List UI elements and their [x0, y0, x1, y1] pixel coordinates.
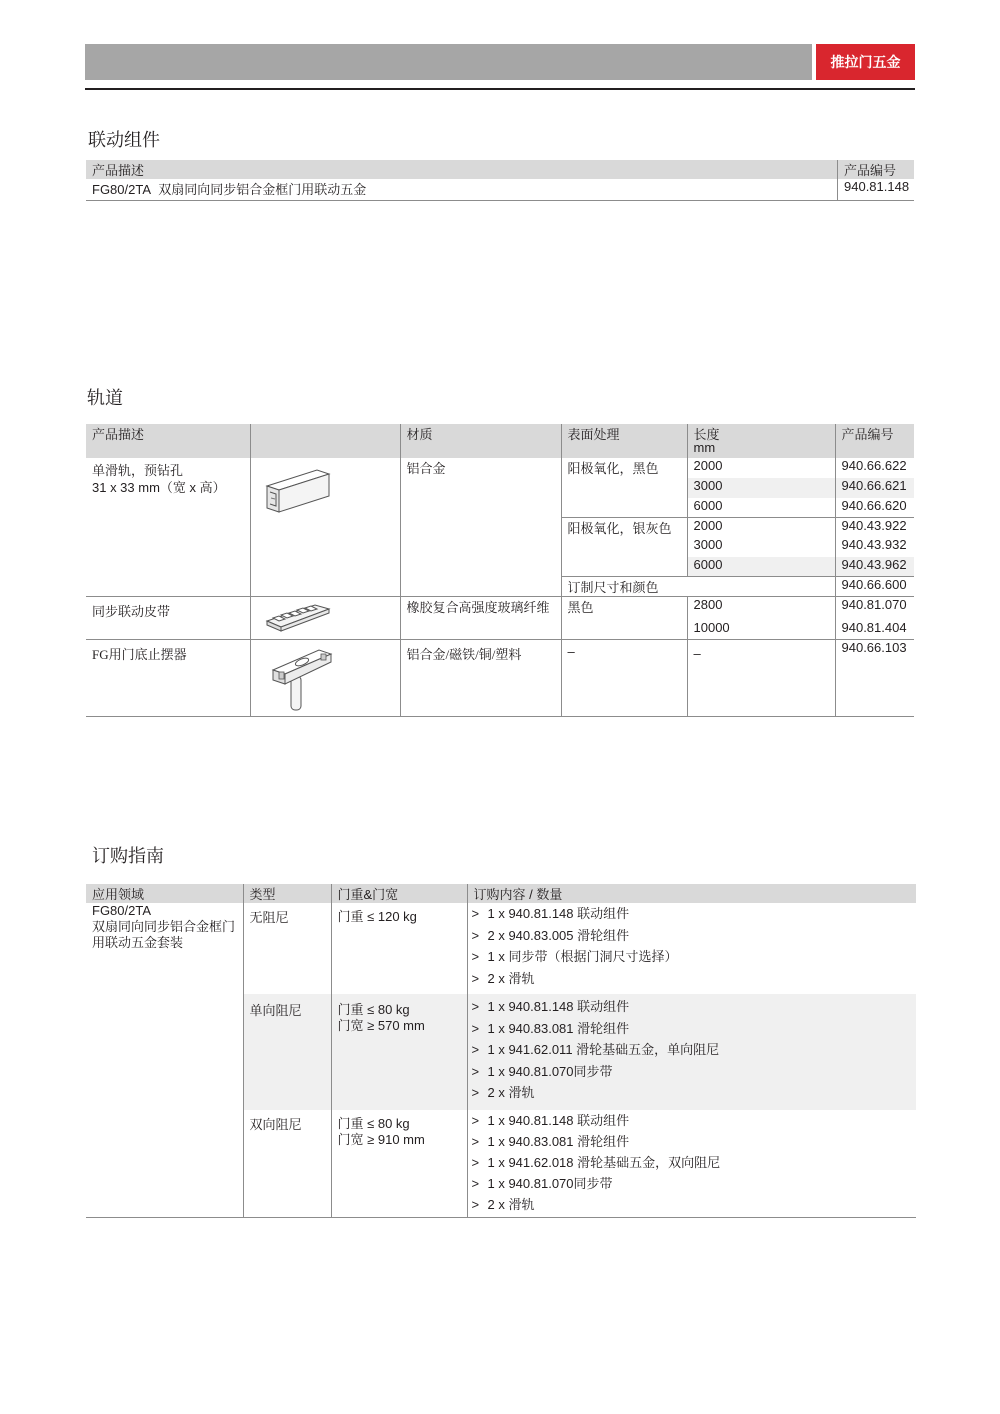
rail-finish-black: 阳极氧化，黑色 — [561, 458, 687, 517]
col-length: 长度 mm — [687, 424, 835, 458]
rail-code: 940.43.922 — [835, 517, 914, 537]
list-item: > 2 x 滑轨 — [471, 970, 535, 986]
section-title-ordering: 订购指南 — [92, 846, 164, 866]
list-item: > 1 x 941.62.018 滑轮基础五金，双向阻尼 — [471, 1155, 721, 1170]
belt-material: 橡胶复合高强度玻璃纤维 — [400, 596, 561, 639]
rail-code: 940.66.620 — [835, 498, 914, 517]
col-material: 材质 — [400, 424, 561, 458]
rail-length: 3000 — [687, 478, 835, 498]
weight-width-cell: 门重 ≤ 80 kg 门宽 ≥ 570 mm — [331, 994, 467, 1110]
category-badge: 推拉门五金 — [816, 44, 915, 80]
col-image — [250, 424, 400, 458]
section-title-track: 轨道 — [87, 388, 123, 408]
toothed-belt-icon — [263, 599, 333, 633]
stopper-code: 940.66.103 — [835, 639, 914, 716]
col-code: 产品编号 — [835, 424, 914, 458]
table-row: FG80/2TA 双扇同向同步铝合金框门用联动五金 — [86, 179, 838, 200]
list-item: > 2 x 滑轨 — [471, 1085, 535, 1100]
rail-length: 6000 — [687, 557, 835, 576]
rail-image — [250, 458, 400, 596]
rail-code: 940.43.932 — [835, 537, 914, 557]
rail-code: 940.66.600 — [835, 576, 914, 596]
belt-desc: 同步联动皮带 — [86, 596, 250, 639]
rail-length: 2000 — [687, 458, 835, 478]
list-item: > 1 x 940.83.081 滑轮组件 — [471, 1020, 630, 1036]
stopper-material: 铝合金/磁铁/铜/塑料 — [400, 639, 561, 716]
col-desc: 产品描述 — [86, 424, 250, 458]
list-item: > 2 x 940.83.005 滑轮组件 — [471, 927, 630, 943]
weight-width-cell: 门重 ≤ 120 kg — [331, 903, 467, 994]
rail-length: 2000 — [687, 517, 835, 537]
col-finish: 表面处理 — [561, 424, 687, 458]
list-item: > 1 x 940.83.081 滑轮组件 — [471, 1134, 630, 1149]
track-table — [86, 424, 914, 717]
col-desc: 产品描述 — [86, 160, 838, 179]
list-item: > 1 x 940.81.070同步带 — [471, 1176, 613, 1191]
stopper-image — [250, 639, 400, 716]
rail-profile-icon — [259, 466, 339, 516]
rail-length: 3000 — [687, 537, 835, 557]
belt-code: 940.81.070 — [835, 596, 914, 617]
belt-code: 940.81.404 — [835, 617, 914, 639]
application-cell: FG80/2TA 双扇同向同步铝合金框门 用联动五金套装 — [86, 903, 243, 1217]
stopper-desc: FG用门底止摆器 — [86, 639, 250, 716]
rail-finish-silver: 阳极氧化，银灰色 — [561, 517, 687, 576]
type-cell: 单向阻尼 — [243, 994, 331, 1110]
belt-length: 10000 — [687, 617, 835, 639]
rail-length: 6000 — [687, 498, 835, 517]
col-application: 应用领域 — [86, 884, 243, 903]
weight-width-cell: 门重 ≤ 80 kg 门宽 ≥ 910 mm — [331, 1110, 467, 1217]
linkage-table — [86, 160, 914, 201]
rail-desc: 单滑轨，预钻孔 31 x 33 mm（宽 x 高） — [92, 463, 226, 495]
content-cell — [467, 903, 916, 994]
section-title-linkage: 联动组件 — [88, 130, 160, 150]
rail-material: 铝合金 — [400, 458, 561, 596]
product-code: 940.81.148 — [838, 179, 915, 200]
rail-code: 940.66.622 — [835, 458, 914, 478]
header-bar — [85, 44, 812, 80]
content-cell — [467, 1110, 916, 1217]
col-code: 产品编号 — [838, 160, 915, 179]
ordering-table — [86, 884, 916, 1218]
type-cell: 无阻尼 — [243, 903, 331, 994]
belt-finish: 黑色 — [561, 596, 687, 639]
belt-length: 2800 — [687, 596, 835, 617]
belt-image — [250, 596, 400, 639]
list-item: > 1 x 940.81.148 联动组件 — [471, 1113, 630, 1128]
list-item: > 1 x 941.62.011 滑轮基础五金，单向阻尼 — [471, 1042, 720, 1057]
list-item: > 1 x 940.81.148 联动组件 — [471, 999, 630, 1014]
list-item: > 1 x 940.81.148 联动组件 — [471, 906, 630, 921]
type-cell: 双向阻尼 — [243, 1110, 331, 1217]
floor-guide-icon — [269, 644, 339, 714]
header-rule — [85, 88, 915, 90]
list-item: > 1 x 同步带（根据门洞尺寸选择） — [471, 949, 678, 964]
col-type: 类型 — [243, 884, 331, 903]
stopper-finish: – — [561, 639, 687, 716]
col-weight-width: 门重&门宽 — [331, 884, 467, 903]
list-item: > 2 x 滑轨 — [471, 1197, 535, 1212]
rail-code: 940.43.962 — [835, 557, 914, 576]
rail-custom: 订制尺寸和颜色 — [561, 576, 835, 596]
rail-code: 940.66.621 — [835, 478, 914, 498]
list-item: > 1 x 940.81.070同步带 — [471, 1063, 613, 1079]
col-content: 订购内容 / 数量 — [467, 884, 916, 903]
stopper-length: – — [687, 639, 835, 716]
content-cell — [467, 994, 916, 1110]
